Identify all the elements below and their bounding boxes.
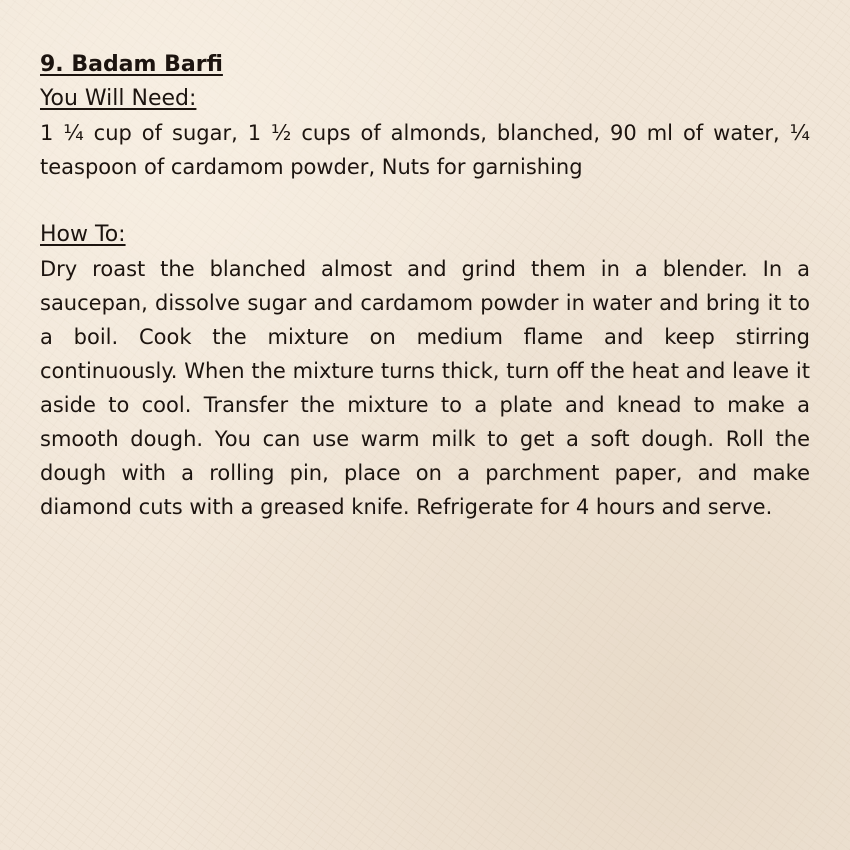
ingredients-text: 1 ¼ cup of sugar, 1 ½ cups of almonds, blanched, 90 ml of water, ¼ teaspoon of cardamom powder, Nuts for garnishing xyxy=(40,121,810,179)
recipe-title: 9. Badam Barfi xyxy=(40,52,223,77)
section-spacer xyxy=(40,184,810,218)
method-text: Dry roast the blanched almost and grind them in a blender. In a saucepan, dissolve sugar and cardamom powder in water and bring it to a boil. Cook the mixture on medium flame and keep stirring continuously. When the mixture turns thick, turn off the heat and leave it aside to cool. Transfer the mixture to a plate and knead to make a smooth dough. You can use warm milk to get a soft dough. Roll the dough with a rolling pin, place on a parchment paper, and make diamond cuts with a greased knife. Refrigerate for 4 hours and serve. xyxy=(40,257,810,519)
ingredients-heading: You Will Need: xyxy=(40,86,197,111)
recipe-document xyxy=(40,48,810,524)
method-heading: How To: xyxy=(40,222,126,247)
